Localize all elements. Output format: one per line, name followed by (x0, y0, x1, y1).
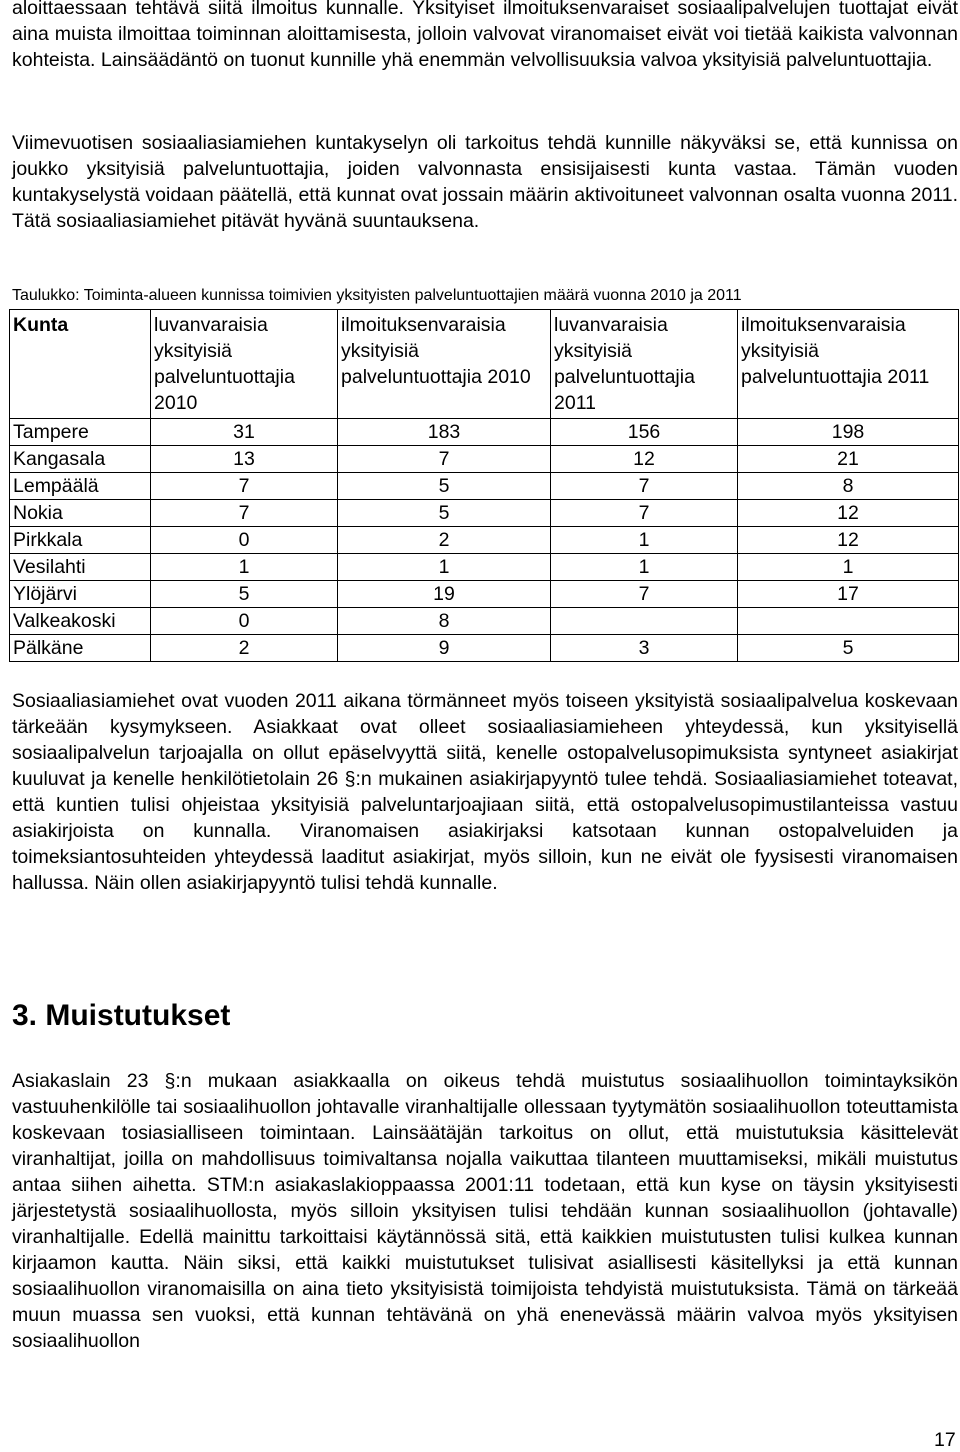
count-cell: 1 (151, 554, 338, 581)
count-cell: 21 (738, 446, 959, 473)
municipality-cell: Pälkäne (10, 635, 151, 662)
count-cell: 156 (551, 419, 738, 446)
table-row (10, 635, 959, 662)
municipality-cell: Ylöjärvi (10, 581, 151, 608)
count-cell: 5 (338, 500, 551, 527)
section-heading: 3. Muistutukset (12, 999, 231, 1032)
table-row (10, 419, 959, 446)
table-row (10, 473, 959, 500)
municipality-cell: Valkeakoski (10, 608, 151, 635)
count-cell: 8 (338, 608, 551, 635)
count-cell: 3 (551, 635, 738, 662)
count-cell: 9 (338, 635, 551, 662)
column-header-notified-2011: ilmoituksenvaraisia yksityisiä palveluntuottajia 2011 (738, 310, 959, 419)
count-cell: 12 (551, 446, 738, 473)
count-cell: 1 (551, 527, 738, 554)
municipality-cell: Nokia (10, 500, 151, 527)
count-cell: 0 (151, 527, 338, 554)
municipality-cell: Pirkkala (10, 527, 151, 554)
count-cell: 5 (738, 635, 959, 662)
count-cell: 17 (738, 581, 959, 608)
count-cell: 8 (738, 473, 959, 500)
providers-table (9, 309, 959, 662)
count-cell: 183 (338, 419, 551, 446)
count-cell: 198 (738, 419, 959, 446)
paragraph-private-providers-notification: aloittaessaan tehtävä siitä ilmoitus kunnalle. Yksityiset ilmoituksenvaraiset sosiaalipalvelujen tuottajat eivät aina muista ilmoittaa toiminnan aloittamisesta, jolloin valvovat viranomaiset eivät voi tietää kaikista valvonnan kohteista. Lainsäädäntö on tuonut kunnille yhä enemmän velvollisuuksia valvoa yksityisiä palveluntuottajia. (12, 0, 958, 71)
count-cell: 7 (551, 473, 738, 500)
count-cell: 1 (338, 554, 551, 581)
municipality-cell: Lempäälä (10, 473, 151, 500)
table-row (10, 446, 959, 473)
count-cell: 2 (338, 527, 551, 554)
count-cell (551, 608, 738, 635)
table-row (10, 554, 959, 581)
paragraph-complaints: Asiakaslain 23 §:n mukaan asiakkaalla on oikeus tehdä muistutus sosiaalihuollon toimintayksikön vastuuhenkilölle tai sosiaalihuollon johtavalle viranhaltijalle ollessaan tyytymätön sosiaalihuollon toteuttamista koskevaan tosiasialliseen toimintaan. Lainsäätäjän tarkoitus on ollut, että muistutuksia käsittelevät viranhaltijat, joilla on mahdollisuus toimivaltansa nojalla vaikuttaa tilanteen muuttamiseksi, mikäli muistutus antaa siihen aihetta. STM:n asiakaslakioppaassa 2001:11 todetaan, että kun kyse on täysin yksityisesti järjestetystä sosiaalihuollosta, myös silloin yksityisen tulisi tehdään kunnan sosiaalihuollon (johtavalle) viranhaltijalle. Edellä mainittu tarkoittaisi käytännössä sitä, että kaikkien muistutusten tulisi kulkea kunnan kirjaamon kautta. Näin siksi, että kaikki muistutukset tulisivat asiallisesti käsitellyksi ja että kunnan sosiaalihuollon viranomaisilla on aina tieto yksityisistä toimijoista tehdyistä muistutuksista. Tämä on tärkeää muun muassa sen vuoksi, että kunnan tehtävänä on yhä enenevässä määrin valvoa myös yksityisen sosiaalihuollon (12, 1070, 958, 1352)
count-cell: 12 (738, 527, 959, 554)
column-header-notified-2010: ilmoituksenvaraisia yksityisiä palveluntuottajia 2010 (338, 310, 551, 419)
column-header-licensed-2010: luvanvaraisia yksityisiä palveluntuottajia 2010 (151, 310, 338, 419)
count-cell: 7 (338, 446, 551, 473)
municipality-cell: Vesilahti (10, 554, 151, 581)
count-cell: 7 (151, 473, 338, 500)
page-number: 17 (934, 1429, 956, 1451)
count-cell: 1 (738, 554, 959, 581)
paragraph-municipal-survey: Viimevuotisen sosiaaliasiamiehen kuntakyselyn oli tarkoitus tehdä kunnille näkyväksi se, että kunnissa on joukko yksityisiä palveluntuottajia, joiden valvonnasta ensisijaisesti kunta vastaa. Tämän vuoden kuntakyselystä voidaan päätellä, että kunnat ovat jossain määrin aktivoituneet valvonnan osalta vuonna 2011. Tätä sosiaaliasiamiehet pitävät hyvänä suuntauksena. (12, 132, 958, 232)
table-row (10, 527, 959, 554)
count-cell: 19 (338, 581, 551, 608)
count-cell: 1 (551, 554, 738, 581)
count-cell: 31 (151, 419, 338, 446)
column-header-municipality: Kunta (10, 310, 151, 419)
count-cell: 5 (151, 581, 338, 608)
table-body (10, 419, 959, 662)
municipality-cell: Kangasala (10, 446, 151, 473)
table-header-row (10, 310, 959, 419)
count-cell: 7 (551, 581, 738, 608)
count-cell: 0 (151, 608, 338, 635)
count-cell: 2 (151, 635, 338, 662)
count-cell: 5 (338, 473, 551, 500)
count-cell (738, 608, 959, 635)
table-row (10, 608, 959, 635)
paragraph-document-requests: Sosiaaliasiamiehet ovat vuoden 2011 aikana törmänneet myös toiseen yksityistä sosiaalipalvelua koskevaan tärkeään kysymykseen. Asiakkaat ovat olleet sosiaaliasiamieheen yhteydessä, kun yksityisellä sosiaalipalvelun tarjoajalla on ollut epäselvyyttä siitä, kenelle ostopalvelusopimuksista syntyneet asiakirjat kuuluvat ja kenelle henkilötietolain 26 §:n mukainen asiakirjapyyntö tulee tehdä. Sosiaaliasiamiehet toteavat, että kuntien tulisi ohjeistaa yksityisiä palveluntarjoajiaan siitä, että ostopalvelusopimustilanteissa vastuu asiakirjoista on kunnalla. Viranomaisen asiakirjaksi katsotaan kunnan ostopalveluiden ja toimeksiantosuhteiden yhteydessä laaditut asiakirjat, myös silloin, kun ne eivät ole fyysisesti viranomaisen hallussa. Näin ollen asiakirjapyyntö tulisi tehdä kunnalle. (12, 690, 958, 894)
table-row (10, 581, 959, 608)
count-cell: 12 (738, 500, 959, 527)
count-cell: 7 (151, 500, 338, 527)
count-cell: 13 (151, 446, 338, 473)
municipality-cell: Tampere (10, 419, 151, 446)
table-caption: Taulukko: Toiminta-alueen kunnissa toimivien yksityisten palveluntuottajien määrä vuonna 2010 ja 2011 (12, 287, 742, 304)
column-header-licensed-2011: luvanvaraisia yksityisiä palveluntuottajia 2011 (551, 310, 738, 419)
table-row (10, 500, 959, 527)
count-cell: 7 (551, 500, 738, 527)
